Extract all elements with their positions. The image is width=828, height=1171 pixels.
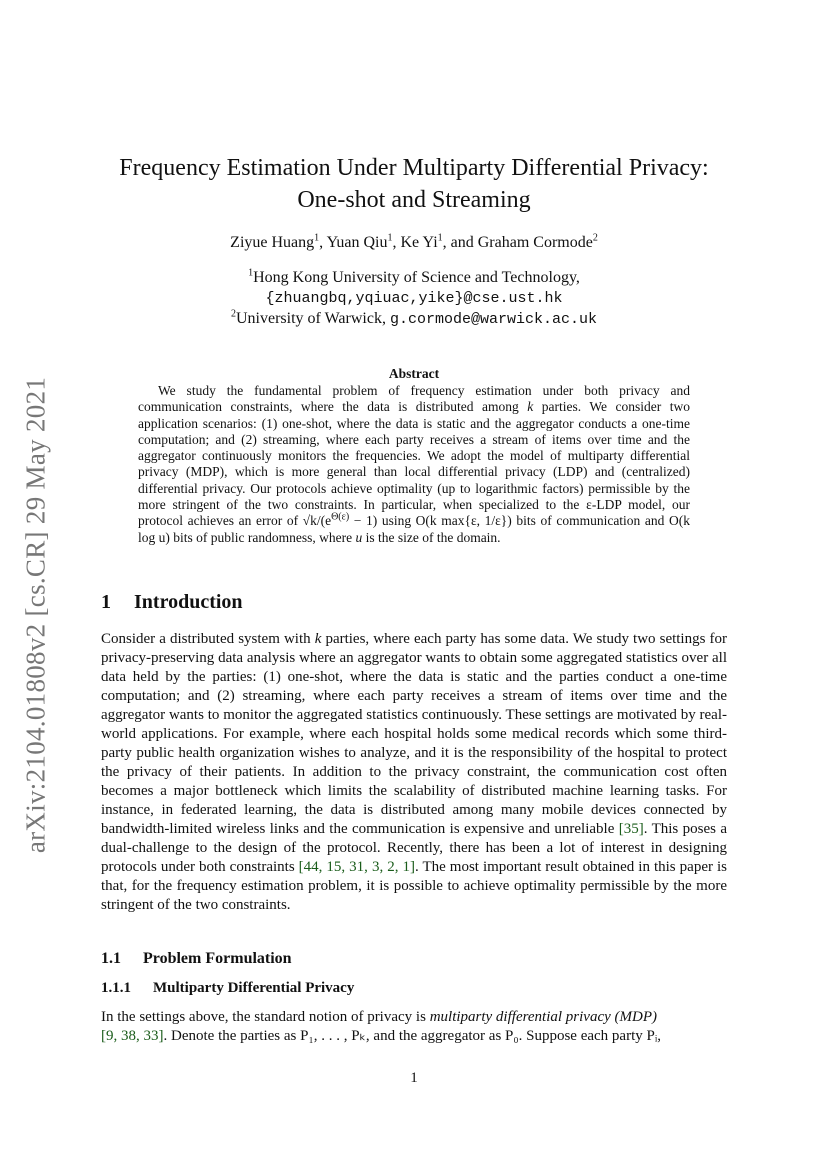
author-name: , Yuan Qiu: [319, 234, 388, 251]
author-name: , and Graham Cormode: [442, 234, 593, 251]
citation-link[interactable]: [35]: [618, 821, 644, 837]
affiliation-1-emails: {zhuangbq,yqiuac,yike}@cse.ust.hk: [265, 290, 563, 307]
author-affiliation-mark: 1: [314, 232, 320, 244]
variable-u: u: [355, 529, 363, 545]
author-name: , Ke Yi: [392, 234, 438, 251]
section-title: Introduction: [134, 591, 243, 613]
paper-title-line-2: One-shot and Streaming: [297, 187, 531, 213]
citation-link[interactable]: [9, 38, 33]: [101, 1028, 164, 1044]
subsubsection-heading-mdp: [101, 980, 354, 997]
variable-k: k: [527, 399, 534, 415]
mdp-paragraph: In the settings above, the standard notion of privacy is multiparty differential privacy (MDP) [9, 38, 33]. Denote the parties as P₁, . . . , Pₖ, and the aggregator as P₀. Suppose each party Pᵢ,: [101, 1009, 662, 1044]
affiliation-2: [100, 309, 728, 330]
emphasis-term: multiparty differential privacy (MDP): [429, 1009, 657, 1025]
author-affiliation-mark: 1: [437, 232, 443, 244]
arxiv-identifier: arXiv:2104.01808v2 [cs.CR] 29 May 2021: [20, 376, 51, 854]
affiliation-email: g.cormode@warwick.ac.uk: [389, 311, 597, 328]
section-heading-introduction: [101, 591, 243, 614]
arxiv-sidebar-stamp: [16, 355, 56, 875]
affiliation-name: University of Warwick,: [236, 310, 390, 327]
affiliation-1: [100, 268, 728, 288]
variable-k: k: [314, 631, 322, 647]
subsection-heading-problem-formulation: [101, 950, 292, 968]
paper-title-line-1: Frequency Estimation Under Multiparty Differential Privacy:: [119, 155, 709, 181]
section-title: Problem Formulation: [143, 950, 292, 967]
author-affiliation-mark: 2: [592, 232, 598, 244]
section-number: 1: [101, 591, 111, 613]
section-number: 1.1.1: [101, 980, 131, 996]
affiliation-mark: 1: [248, 267, 254, 279]
abstract-heading: Abstract: [388, 366, 440, 381]
exponent: Θ(ε): [331, 511, 350, 523]
author-list: [100, 233, 728, 253]
page-number: 1: [410, 1070, 418, 1086]
affiliation-mark: 2: [231, 308, 236, 320]
citation-link[interactable]: [44, 15, 31, 3, 2, 1]: [298, 859, 415, 875]
introduction-paragraph: Consider a distributed system with k parties, where each party has some data. We study two settings for privacy-preserving data analysis where an aggregator wants to obtain some aggregated statistics over all data held by the parties: (1) one-shot, where the data is static and the parties conduct a one-time computation; and (2) streaming, where each party receives a stream of items over time and the aggregator wants to monitor the aggregated statistics continuously. These settings are motivated by real-world applications. For example, where each hospital holds some medical records which some third-party public health organization wishes to analyze, and it is the responsibility of the hospital to protect the privacy of their patients. In addition to the privacy constraint, the communication cost often becomes a major bottleneck which limits the scalability of distributed machine learning tasks. For instance, in federated learning, the data is distributed among many mobile devices connected by bandwidth-limited wireless links and the communication is expensive and unreliable [35]. This poses a dual-challenge to the design of the protocol. Recently, there has been a lot of interest in designing protocols under both constraints [44, 15, 31, 3, 2, 1]. The most important result obtained in this paper is that, for the frequency estimation problem, it is possible to achieve optimality permissible by the more stringent of the two constraints.: [101, 631, 728, 913]
author-name: Ziyue Huang: [230, 234, 315, 251]
section-number: 1.1: [101, 950, 121, 967]
affiliation-name: Hong Kong University of Science and Technology,: [253, 269, 580, 286]
author-affiliation-mark: 1: [387, 232, 393, 244]
abstract-body: We study the fundamental problem of frequency estimation under both privacy and communication constraints, where the data is distributed among k parties. We consider two application scenarios: (1) one-shot, where the data is static and the aggregator conducts a one-time computation; and (2) streaming, where each party receives a stream of items over time and the aggregator continuously monitors the frequencies. We adopt the model of multiparty differential privacy (MDP), which is more general than local differential privacy (LDP) and (centralized) differential privacy. Our protocols achieve optimality (up to logarithmic factors) permissible by the more stringent of the two constraints. In particular, when specialized to the ε-LDP model, our protocol achieves an error of $√k/(e^{\Theta(\varepsilon)} - 1)$ using O(k max{ε, 1/ε}) bits of communication and O(k log u) bits of public randomness, where u is the size of the domain.: [138, 383, 690, 545]
section-title: Multiparty Differential Privacy: [153, 980, 355, 996]
